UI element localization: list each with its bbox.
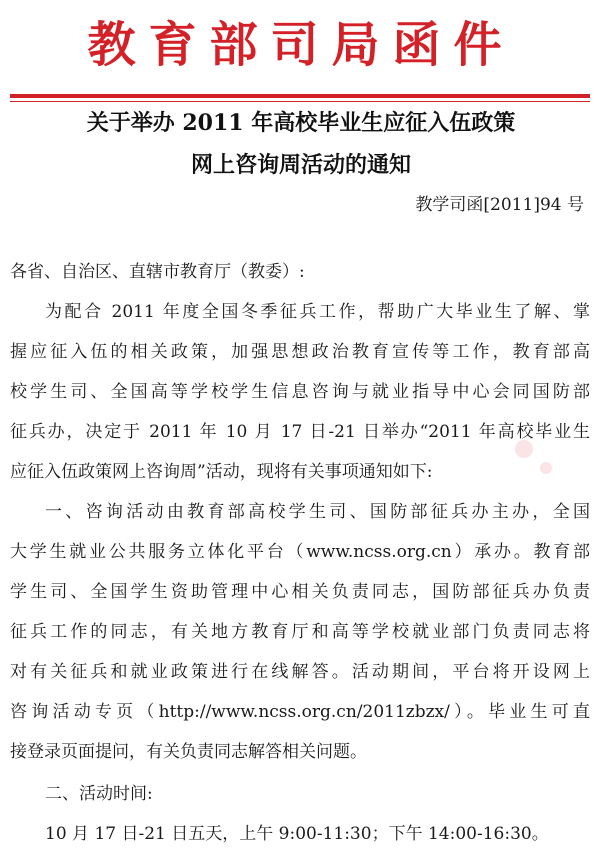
letterhead-title: 教育部司局函件: [87, 17, 515, 73]
paragraph-1-line: 应征入伍政策网上咨询周”活动，现将有关事项通知如下:: [10, 462, 433, 482]
paragraph-1-line: 校学生司、全国高等学校学生信息咨询与就业指导中心会同国防部: [10, 382, 590, 402]
paragraph-2-line: 大学生就业公共服务立体化平台（www.ncss.org.cn）承办。教育部: [10, 542, 590, 562]
activity-time-detail: 10 月 17 日-21 日五天，上午 9:00-11:30；下午 14:00-16:30。: [45, 824, 549, 844]
document-number: 教学司函[2011]94 号: [415, 195, 584, 215]
paragraph-1-line: 为配合 2011 年度全国冬季征兵工作，帮助广大毕业生了解、掌: [45, 302, 590, 322]
paragraph-2-line: 征兵工作的同志，有关地方教育厅和高等学校就业部门负责同志将: [10, 622, 590, 642]
section-heading-activity-time: 二、活动时间:: [45, 784, 153, 804]
paragraph-2-line: 咨询活动专页（http://www.ncss.org.cn/2011zbzx/）。毕业生可直: [10, 702, 590, 722]
paragraph-1-line: 征兵办，决定于 2011 年 10 月 17 日-21 日举办“2011 年高校毕业生: [10, 422, 590, 442]
addressee: 各省、自治区、直辖市教育厅（教委）:: [10, 262, 305, 282]
paragraph-2-line: 接登录页面提问，有关负责同志解答相关问题。: [10, 742, 367, 762]
paragraph-2-line: 一、咨询活动由教育部高校学生司、国防部征兵办主办，全国: [45, 502, 590, 522]
paragraph-2-line: 对有关征兵和就业政策进行在线解答。活动期间，平台将开设网上: [10, 662, 590, 682]
paragraph-1-line: 握应征入伍的相关政策，加强思想政治教育宣传等工作，教育部高: [10, 342, 590, 362]
notice-title-line-2: 网上咨询周活动的通知: [190, 152, 411, 178]
paragraph-2-line: 学生司、全国学生资助管理中心相关负责同志，国防部征兵办负责: [10, 582, 590, 602]
stamp-bleed-mark: [540, 462, 552, 474]
stamp-bleed-mark: [515, 440, 533, 458]
notice-title-line-1: 关于举办 2011 年高校毕业生应征入伍政策: [86, 110, 516, 136]
letterhead-rule-thin: [10, 101, 590, 102]
letterhead-rule-thick: [10, 94, 590, 98]
